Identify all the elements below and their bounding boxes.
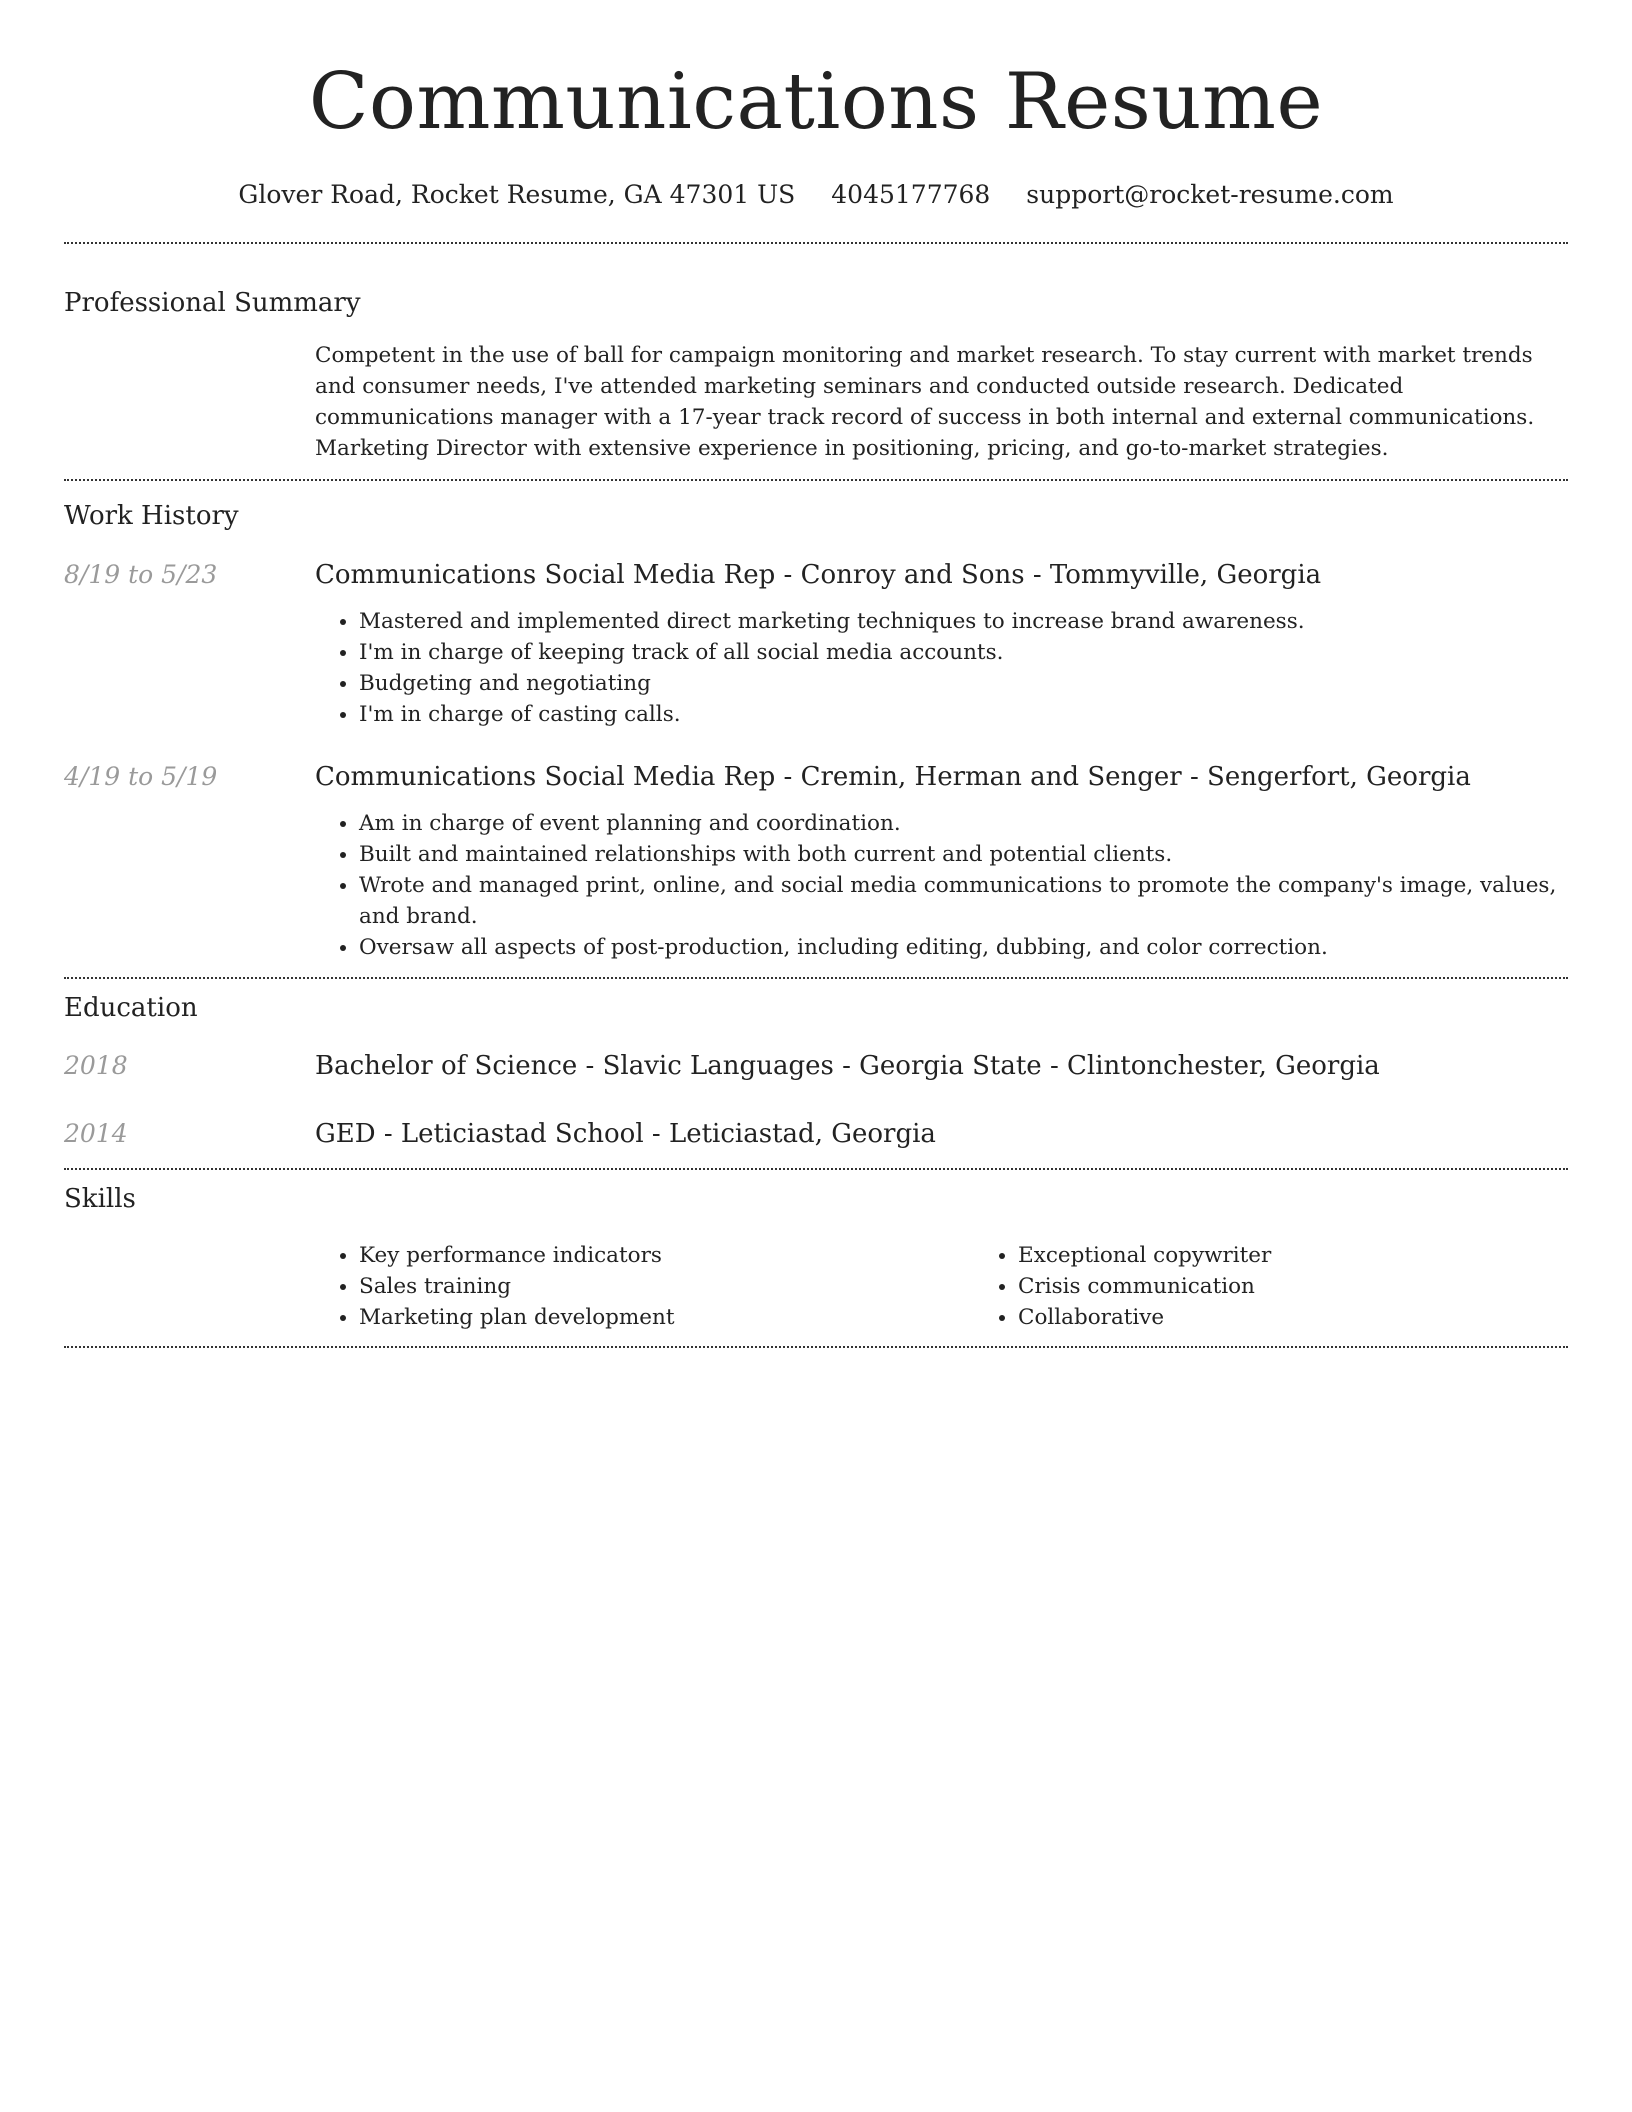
job-bullet: • Oversaw all aspects of post-production, including editing, dubbing, and color correction. (359, 932, 1568, 963)
summary-section (64, 286, 1568, 464)
skills-list-left (315, 1240, 974, 1333)
section-heading-education: Education (64, 993, 198, 1023)
skills-section (64, 1182, 1568, 1333)
job-bullet: • I'm in charge of casting calls. (359, 699, 1568, 730)
divider (64, 977, 1568, 979)
job-bullet: • Mastered and implemented direct marketing techniques to increase brand awareness. (359, 606, 1568, 637)
education-entry (64, 1049, 1568, 1083)
education-text: Bachelor of Science - Slavic Languages - Georgia State - Clintonchester, Georgia (315, 1051, 1380, 1081)
skills-grid (315, 1240, 1568, 1333)
job-title: Communications Social Media Rep - Cremin, Herman and Senger - Sengerfort, Georgia (315, 762, 1471, 792)
contact-line (64, 178, 1568, 212)
job-bullet: • Budgeting and negotiating (359, 668, 1568, 699)
section-heading-work-history: Work History (64, 501, 239, 531)
page-title: Communications Resume (308, 57, 1324, 147)
skill-item: • Crisis communication (1018, 1271, 1632, 1302)
skill-item: • Sales training (359, 1271, 974, 1302)
divider (64, 479, 1568, 481)
job-title: Communications Social Media Rep - Conroy and Sons - Tommyville, Georgia (315, 560, 1322, 590)
contact-email: support@rocket-resume.com (1026, 180, 1394, 209)
job-bullets (315, 808, 1568, 963)
summary-row (64, 340, 1568, 464)
contact-phone: 4045177768 (831, 180, 991, 209)
skill-item: • Marketing plan development (359, 1302, 974, 1333)
education-text: GED - Leticiastad School - Leticiastad, Georgia (315, 1119, 936, 1149)
skill-item: • Collaborative (1018, 1302, 1632, 1333)
education-section (64, 991, 1568, 1151)
job-entry (64, 760, 1568, 963)
skill-item: • Key performance indicators (359, 1240, 974, 1271)
job-entry (64, 558, 1568, 730)
contact-address: Glover Road, Rocket Resume, GA 47301 US (238, 180, 796, 209)
job-bullet: • Am in charge of event planning and coordination. (359, 808, 1568, 839)
job-bullet: • Built and maintained relationships with both current and potential clients. (359, 839, 1568, 870)
job-bullet: • Wrote and managed print, online, and social media communications to promote the company's image, values, and brand. (359, 870, 1568, 932)
education-year: 2014 (64, 1119, 128, 1148)
section-heading-skills: Skills (64, 1184, 136, 1214)
job-dates: 4/19 to 5/19 (64, 762, 218, 791)
divider (64, 1346, 1568, 1348)
divider (64, 1168, 1568, 1170)
skill-item: • Exceptional copywriter (1018, 1240, 1632, 1271)
skills-row (64, 1240, 1568, 1333)
education-entry (64, 1117, 1568, 1151)
divider (64, 242, 1568, 244)
education-year: 2018 (64, 1051, 128, 1080)
job-bullets (315, 606, 1568, 730)
summary-text: Competent in the use of ball for campaign monitoring and market research. To stay current with market trends and consumer needs, I've attended marketing seminars and conducted outside research. Dedicated communications manager with a 17-year track record of success in both internal and external communications. Marketing Director with extensive experience in positioning, pricing, and go-to-market strategies. (315, 343, 1535, 461)
section-heading-summary: Professional Summary (64, 288, 361, 318)
job-bullet: • I'm in charge of keeping track of all social media accounts. (359, 637, 1568, 668)
job-dates: 8/19 to 5/23 (64, 560, 218, 589)
skills-list-right (974, 1240, 1632, 1333)
work-history-section (64, 499, 1568, 963)
